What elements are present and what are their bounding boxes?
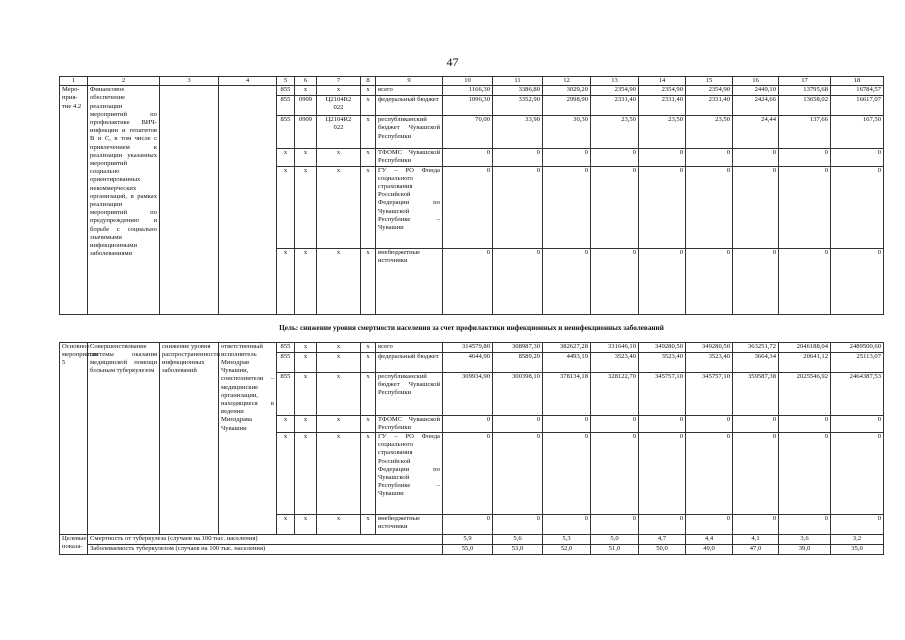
amount-cell: 70,00	[443, 116, 493, 149]
table-row	[60, 342, 884, 352]
amount-cell: 0	[443, 149, 493, 166]
amount-cell: 0	[779, 433, 831, 515]
section-code: х	[295, 166, 317, 248]
column-number: 5	[277, 77, 295, 86]
indicator-row	[60, 535, 884, 545]
amount-cell: 0	[591, 248, 639, 314]
target-article-code: х	[317, 515, 361, 535]
amount-cell: 0	[686, 166, 733, 248]
amount-cell: 3664,34	[733, 352, 779, 372]
amount-cell: 2449,10	[733, 86, 779, 96]
indicators-label: Целевые показа-	[60, 535, 88, 555]
amount-cell: 0	[543, 248, 591, 314]
column-number: 13	[591, 77, 639, 86]
funding-source: всего	[376, 86, 443, 96]
grbs-code: х	[277, 433, 295, 515]
amount-cell: 0	[639, 433, 686, 515]
amount-cell: 0	[733, 515, 779, 535]
funding-source: ТФОМС Чувашской Республики	[376, 415, 443, 432]
section-code: х	[295, 433, 317, 515]
grbs-code: х	[277, 415, 295, 432]
grbs-code: х	[277, 166, 295, 248]
amount-cell: 20641,12	[779, 352, 831, 372]
amount-cell: 0	[591, 166, 639, 248]
funding-source: ГУ – РО Фонда социального страхования Российской Федерации по Чувашской Республике – Чувашии	[376, 433, 443, 515]
amount-cell: 33,90	[493, 116, 543, 149]
amount-cell: 0	[779, 415, 831, 432]
program-item-code: Основное мероприятие 5	[60, 342, 88, 534]
indicator-value: 4,4	[686, 535, 733, 545]
column-number: 2	[88, 77, 160, 86]
amount-cell: 3029,20	[543, 86, 591, 96]
amount-cell: 0	[493, 149, 543, 166]
grbs-code: х	[277, 149, 295, 166]
column-number: 3	[160, 77, 219, 86]
amount-cell: 0	[543, 149, 591, 166]
amount-cell: 0	[493, 515, 543, 535]
target-article-code: х	[317, 433, 361, 515]
amount-cell: 0	[493, 433, 543, 515]
amount-cell: 0	[591, 433, 639, 515]
amount-cell: 0	[686, 515, 733, 535]
funding-source: внебюджетные источники	[376, 248, 443, 314]
program-item-code: Меро- прия- тие 4.2	[60, 86, 88, 314]
indicator-value: 49,0	[686, 545, 733, 555]
amount-cell: 0	[443, 433, 493, 515]
amount-cell: 3523,40	[591, 352, 639, 372]
amount-cell: 349280,50	[639, 342, 686, 352]
amount-cell: 345757,10	[639, 372, 686, 415]
amount-cell: 308987,30	[493, 342, 543, 352]
indicator-name: Смертность от туберкулеза (случаев на 100 тыс. населения)	[88, 535, 443, 545]
amount-cell: 0	[639, 515, 686, 535]
amount-cell: 13795,68	[779, 86, 831, 96]
target-article-code: х	[317, 352, 361, 372]
amount-cell: 0	[779, 248, 831, 314]
funding-source: республиканский бюджет Чувашской Республики	[376, 372, 443, 415]
amount-cell: 1096,30	[443, 96, 493, 116]
amount-cell: 0	[591, 149, 639, 166]
expense-type-code: х	[361, 352, 376, 372]
amount-cell: 3523,40	[639, 352, 686, 372]
amount-cell: 2331,40	[639, 96, 686, 116]
column-number: 4	[219, 77, 277, 86]
amount-cell: 0	[733, 248, 779, 314]
amount-cell: 0	[493, 248, 543, 314]
grbs-code: 855	[277, 96, 295, 116]
amount-cell: 2464387,53	[831, 372, 884, 415]
expected-result: снижение уровня распространенности инфекционных заболеваний	[160, 342, 219, 534]
target-article-code: Ц2104R2 022	[317, 96, 361, 116]
amount-cell: 0	[686, 149, 733, 166]
amount-cell: 0	[443, 166, 493, 248]
indicator-value: 52,0	[543, 545, 591, 555]
indicator-value: 5,0	[591, 535, 639, 545]
section-code: 0909	[295, 96, 317, 116]
amount-cell: 3386,80	[493, 86, 543, 96]
amount-cell: 0	[639, 166, 686, 248]
column-number: 6	[295, 77, 317, 86]
amount-cell: 331646,10	[591, 342, 639, 352]
section-code: х	[295, 342, 317, 352]
amount-cell: 137,66	[779, 116, 831, 149]
amount-cell: 0	[591, 415, 639, 432]
amount-cell: 0	[733, 149, 779, 166]
amount-cell: 16617,07	[831, 96, 884, 116]
amount-cell: 0	[779, 515, 831, 535]
grbs-code: 855	[277, 352, 295, 372]
target-article-code: Ц2104R2 022	[317, 116, 361, 149]
amount-cell: 0	[443, 415, 493, 432]
amount-cell: 314579,80	[443, 342, 493, 352]
amount-cell: 0	[686, 415, 733, 432]
column-number: 15	[686, 77, 733, 86]
funding-source: республиканский бюджет Чувашской Республики	[376, 116, 443, 149]
responsible-executor	[219, 86, 277, 314]
amount-cell: 0	[733, 433, 779, 515]
program-item-name: Финансовое обеспечение реализации мероприятий по профилактике ВИЧ-инфекции и гепатитов В и С, в том числе с привлечением к реализации указанных мероприятий социально ориентированных некоммерческих организаций, в рамках реализации мероприятий по предупреждению и борьбе с социально значимыми инфекционными заболеваниями	[88, 86, 160, 314]
column-number: 9	[376, 77, 443, 86]
amount-cell: 3523,40	[686, 352, 733, 372]
amount-cell: 4644,90	[443, 352, 493, 372]
amount-cell: 349280,50	[686, 342, 733, 352]
amount-cell: 2354,90	[591, 86, 639, 96]
grbs-code: 855	[277, 86, 295, 96]
amount-cell: 359587,38	[733, 372, 779, 415]
amount-cell: 0	[686, 248, 733, 314]
column-number: 10	[443, 77, 493, 86]
amount-cell: 25113,07	[831, 352, 884, 372]
amount-cell: 2046188,04	[779, 342, 831, 352]
amount-cell: 23,50	[686, 116, 733, 149]
amount-cell: 363251,72	[733, 342, 779, 352]
grbs-code: 855	[277, 372, 295, 415]
column-number: 12	[543, 77, 591, 86]
amount-cell: 382627,28	[543, 342, 591, 352]
expense-type-code: х	[361, 372, 376, 415]
amount-cell: 3352,90	[493, 96, 543, 116]
expected-result	[160, 86, 219, 314]
amount-cell: 0	[543, 433, 591, 515]
indicator-value: 5,9	[443, 535, 493, 545]
indicator-value: 53,0	[493, 545, 543, 555]
amount-cell: 2354,90	[639, 86, 686, 96]
column-number: 11	[493, 77, 543, 86]
amount-cell: 0	[543, 415, 591, 432]
section-code: х	[295, 352, 317, 372]
amount-cell: 4493,10	[543, 352, 591, 372]
table-row	[60, 86, 884, 96]
section-code: х	[295, 515, 317, 535]
indicator-value: 3,2	[831, 535, 884, 545]
expense-type-code: х	[361, 116, 376, 149]
amount-cell: 0	[591, 515, 639, 535]
amount-cell: 378134,18	[543, 372, 591, 415]
funding-source: внебюджетные источники	[376, 515, 443, 535]
goal-row	[60, 314, 884, 342]
grbs-code: х	[277, 248, 295, 314]
expense-type-code: х	[361, 166, 376, 248]
amount-cell: 30,30	[543, 116, 591, 149]
budget-table	[59, 76, 884, 555]
funding-source: всего	[376, 342, 443, 352]
amount-cell: 0	[493, 415, 543, 432]
amount-cell: 2424,66	[733, 96, 779, 116]
amount-cell: 0	[831, 515, 884, 535]
amount-cell: 0	[543, 166, 591, 248]
amount-cell: 2998,90	[543, 96, 591, 116]
target-article-code: х	[317, 149, 361, 166]
column-number: 7	[317, 77, 361, 86]
funding-source: ТФОМС Чувашской Республики	[376, 149, 443, 166]
amount-cell: 167,50	[831, 116, 884, 149]
funding-source: федеральный бюджет	[376, 352, 443, 372]
amount-cell: 0	[779, 149, 831, 166]
section-code: х	[295, 415, 317, 432]
grbs-code: 855	[277, 116, 295, 149]
indicator-value: 51,0	[591, 545, 639, 555]
expense-type-code: х	[361, 342, 376, 352]
amount-cell: 1166,30	[443, 86, 493, 96]
funding-source: федеральный бюджет	[376, 96, 443, 116]
amount-cell: 0	[639, 415, 686, 432]
amount-cell: 2489500,60	[831, 342, 884, 352]
expense-type-code: х	[361, 96, 376, 116]
target-article-code: х	[317, 372, 361, 415]
amount-cell: 0	[831, 166, 884, 248]
indicator-row	[60, 545, 884, 555]
amount-cell: 0	[733, 166, 779, 248]
section-code: х	[295, 149, 317, 166]
section-code: х	[295, 372, 317, 415]
amount-cell: 24,44	[733, 116, 779, 149]
section-code: х	[295, 248, 317, 314]
amount-cell: 23,50	[591, 116, 639, 149]
expense-type-code: х	[361, 433, 376, 515]
target-article-code: х	[317, 86, 361, 96]
goal-heading: Цель: снижение уровня смертности населения за счет профилактики инфекционных и неинфекционных заболеваний	[60, 314, 884, 342]
amount-cell: 16784,57	[831, 86, 884, 96]
indicator-value: 50,0	[639, 545, 686, 555]
grbs-code: 855	[277, 342, 295, 352]
column-number: 14	[639, 77, 686, 86]
amount-cell: 300398,10	[493, 372, 543, 415]
amount-cell: 8589,20	[493, 352, 543, 372]
indicator-value: 4,1	[733, 535, 779, 545]
target-article-code: х	[317, 166, 361, 248]
column-number: 1	[60, 77, 88, 86]
section-code: х	[295, 86, 317, 96]
amount-cell: 0	[831, 149, 884, 166]
indicator-value: 55,0	[443, 545, 493, 555]
indicator-value: 5,3	[543, 535, 591, 545]
amount-cell: 309934,90	[443, 372, 493, 415]
amount-cell: 345757,10	[686, 372, 733, 415]
amount-cell: 13658,02	[779, 96, 831, 116]
expense-type-code: х	[361, 515, 376, 535]
amount-cell: 0	[639, 248, 686, 314]
column-number: 8	[361, 77, 376, 86]
indicator-value: 5,6	[493, 535, 543, 545]
column-number-row	[60, 77, 884, 86]
amount-cell: 0	[443, 248, 493, 314]
target-article-code: х	[317, 415, 361, 432]
funding-source: ГУ – РО Фонда социального страхования Российской Федерации по Чувашской Республике – Чувашии	[376, 166, 443, 248]
amount-cell: 23,50	[639, 116, 686, 149]
section-code: 0909	[295, 116, 317, 149]
indicator-name: Заболеваемость туберкулезом (случаев на 100 тыс. населения)	[88, 545, 443, 555]
expense-type-code: х	[361, 86, 376, 96]
indicator-value: 35,0	[831, 545, 884, 555]
indicator-value: 39,0	[779, 545, 831, 555]
amount-cell: 0	[686, 433, 733, 515]
column-number: 17	[779, 77, 831, 86]
target-article-code: х	[317, 342, 361, 352]
amount-cell: 2331,40	[591, 96, 639, 116]
program-item-name: Совершенствование системы оказания медицинской помощи больным туберкулезом	[88, 342, 160, 534]
amount-cell: 0	[733, 415, 779, 432]
amount-cell: 0	[831, 248, 884, 314]
indicator-value: 47,0	[733, 545, 779, 555]
column-number: 18	[831, 77, 884, 86]
page-number: 47	[446, 55, 459, 69]
amount-cell: 2354,90	[686, 86, 733, 96]
expense-type-code: х	[361, 415, 376, 432]
grbs-code: х	[277, 515, 295, 535]
expense-type-code: х	[361, 149, 376, 166]
amount-cell: 0	[639, 149, 686, 166]
amount-cell: 0	[493, 166, 543, 248]
column-number: 16	[733, 77, 779, 86]
target-article-code: х	[317, 248, 361, 314]
amount-cell: 2025546,92	[779, 372, 831, 415]
amount-cell: 0	[831, 433, 884, 515]
amount-cell: 0	[443, 515, 493, 535]
expense-type-code: х	[361, 248, 376, 314]
indicator-value: 4,7	[639, 535, 686, 545]
amount-cell: 0	[543, 515, 591, 535]
indicator-value: 3,6	[779, 535, 831, 545]
amount-cell: 0	[779, 166, 831, 248]
responsible-executor: ответственный исполнитель Минздрав Чувашии, соисполнители – медицинские организации, находящиеся в ведении Минздрава Чувашии	[219, 342, 277, 534]
amount-cell: 2331,40	[686, 96, 733, 116]
amount-cell: 0	[831, 415, 884, 432]
amount-cell: 328122,70	[591, 372, 639, 415]
